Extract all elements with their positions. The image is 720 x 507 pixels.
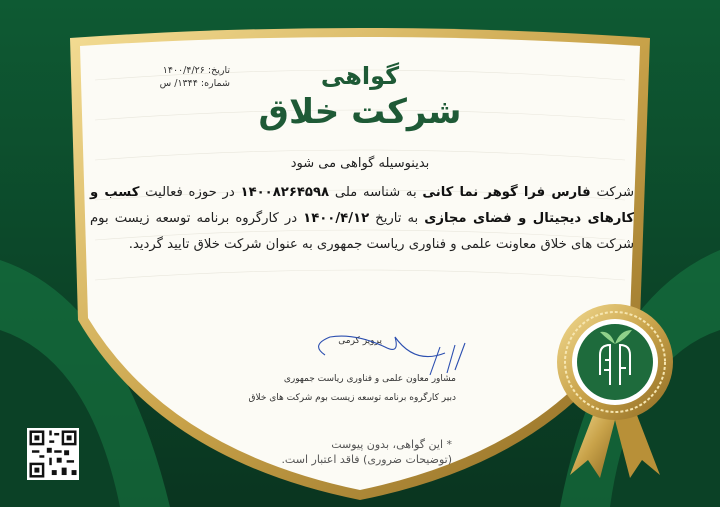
certificate-title: گواهی <box>320 62 400 90</box>
date-line: تاریخ: ۱۴۰۰/۴/۲۶ <box>162 65 230 76</box>
body-text: در حوزه فعالیت <box>139 185 241 200</box>
seal-badge <box>540 300 690 480</box>
note-line-1: * این گواهی، بدون پیوست <box>331 438 452 451</box>
certificate-body <box>90 180 634 258</box>
body-text: در کارگروه برنامه توسعه زیست بوم شرکت های خلاق معاونت علمی و فناوری ریاست جمهوری به عنوان شرکت خلاق تایید گردید. <box>90 211 634 252</box>
signer-name: پرویز کرمی <box>338 336 382 346</box>
national-id: ۱۴۰۰۸۲۶۴۵۹۸ <box>240 185 330 200</box>
activity-field: کسب و کارهای دیجیتال و فضای مجازی <box>90 185 634 226</box>
approval-date: ۱۴۰۰/۴/۱۲ <box>303 211 370 226</box>
intro-text: بدینوسیله گواهی می شود <box>290 156 430 171</box>
body-text: به شناسه ملی <box>329 185 423 200</box>
body-text: شرکت <box>590 185 635 200</box>
signer-title-2: دبیر کارگروه برنامه توسعه زیست بوم شرکت های خلاق <box>248 393 456 403</box>
qr-code <box>27 428 79 480</box>
note-line-2: (توضیحات ضروری) فاقد اعتبار است. <box>281 453 452 466</box>
number-line: شماره: ۱۳۴۴/ س <box>159 78 230 89</box>
document-meta <box>100 64 230 90</box>
signer-title-1: مشاور معاون علمی و فناوری ریاست جمهوری <box>283 374 456 384</box>
certificate-subtitle: شرکت خلاق <box>258 92 462 132</box>
body-text: به تاریخ <box>369 211 425 226</box>
validity-note <box>262 437 452 467</box>
company-name: فارس فرا گوهر نما کانی <box>422 185 591 200</box>
